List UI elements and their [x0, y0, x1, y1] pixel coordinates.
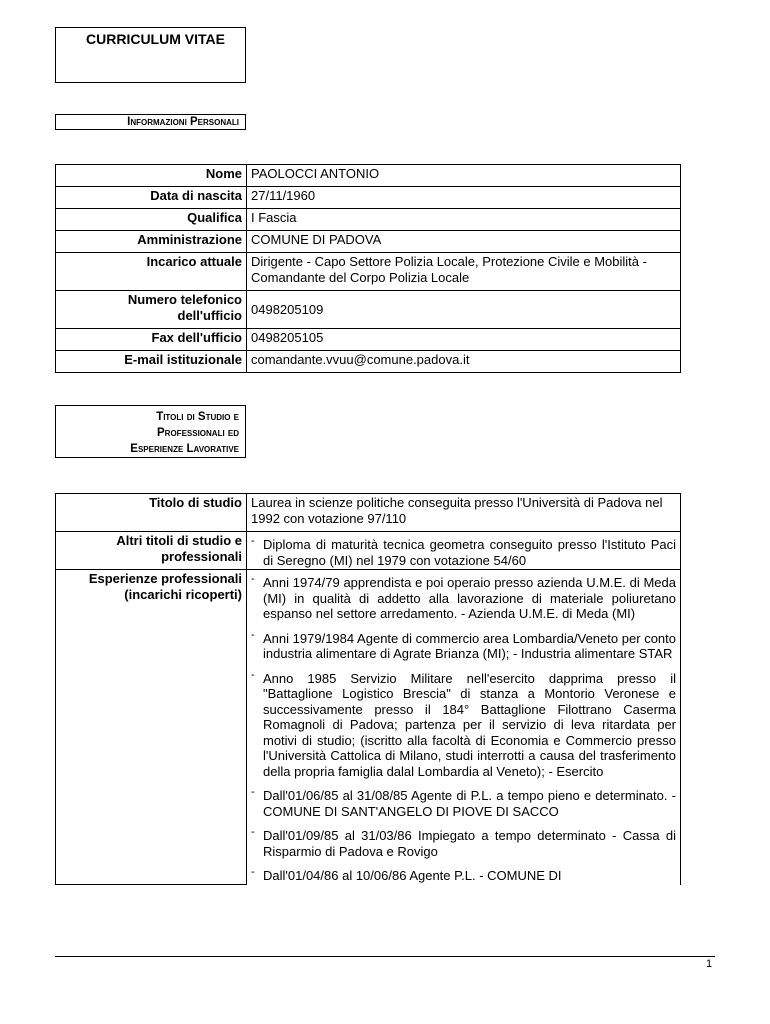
dash-bullet-icon: - [251, 866, 255, 878]
label-nome: Nome [56, 165, 247, 187]
row-fax [56, 329, 681, 351]
section-header-personal: Informazioni Personali [55, 114, 246, 130]
dash-bullet-icon: - [251, 668, 255, 681]
label-amministrazione: Amministrazione [56, 231, 247, 253]
label-fax: Fax dell'ufficio [56, 329, 247, 351]
dash-bullet-icon: - [251, 573, 255, 585]
value-amministrazione: COMUNE DI PADOVA [247, 231, 681, 253]
row-amministrazione [56, 231, 681, 253]
label-telefono: Numero telefonico dell'ufficio [56, 291, 247, 329]
list-item: - Dall'01/04/86 al 10/06/86 Agente P.L. - COMUNE DI [251, 866, 562, 883]
row-titolo-studio [56, 494, 681, 532]
page-number: 1 [706, 958, 713, 970]
dash-bullet-icon: - [251, 535, 255, 547]
value-esperienze [247, 570, 681, 885]
footer-divider [55, 956, 715, 957]
row-esperienze [56, 570, 681, 885]
altri-titoli-list [251, 537, 676, 568]
label-qualifica: Qualifica [56, 209, 247, 231]
label-esperienze: Esperienze professionali (incarichi ricoperti) [56, 570, 247, 885]
row-incarico [56, 253, 681, 291]
row-altri-titoli [56, 532, 681, 570]
list-item: - Anno 1985 Servizio Militare nell'esercito dapprima presso il "Battaglione Logistico Brescia" di stanza a Montorio Veronese e successivamente presso il 184° Battaglione Filottrano Caserma Romagnoli di Padova; partenza per il servizio di leva ritardata per motivi di studio; (iscritto alla facoltà di Economia e Commercio presso l'Università Cattolica di Milano, studi interrotti a causa del trasferimento della propria famiglia dalal Lombardia al Veneto); - Esercito [251, 668, 676, 779]
label-data-nascita: Data di nascita [56, 187, 247, 209]
label-altri-titoli: Altri titoli di studio e professionali [56, 532, 247, 570]
value-titolo-studio: Laurea in scienze politiche conseguita presso l'Università di Padova nel 1992 con votazione 97/110 [247, 494, 681, 532]
row-telefono [56, 291, 681, 329]
row-qualifica [56, 209, 681, 231]
document-title: CURRICULUM VITAE [86, 31, 225, 47]
value-altri-titoli [247, 532, 681, 570]
esperienze-list [251, 575, 676, 884]
row-email [56, 351, 681, 373]
personal-info-table [55, 164, 681, 373]
value-data-nascita: 27/11/1960 [247, 187, 681, 209]
list-item: - Anni 1979/1984 Agente di commercio area Lombardia/Veneto per conto industria alimentare di Agrate Brianza (MI); - Industria alimentare STAR [251, 628, 676, 661]
section-studies-line1: Titoli di Studio e [156, 411, 239, 423]
value-incarico: Dirigente - Capo Settore Polizia Locale, Protezione Civile e Mobilità - Comandante del Corpo Polizia Locale [247, 253, 681, 291]
list-item: - Dall'01/06/85 al 31/08/85 Agente di P.L. a tempo pieno e determinato. - COMUNE DI SANT'ANGELO DI PIOVE DI SACCO [251, 786, 676, 819]
value-fax: 0498205105 [247, 329, 681, 351]
dash-bullet-icon: - [251, 786, 255, 798]
section-studies-line3: Esperienze Lavorative [130, 443, 239, 455]
value-email: comandante.vvuu@comune.padova.it [247, 351, 681, 373]
dash-bullet-icon: - [251, 628, 255, 641]
row-nome [56, 165, 681, 187]
value-nome: PAOLOCCI ANTONIO [247, 165, 681, 187]
label-email: E-mail istituzionale [56, 351, 247, 373]
label-titolo-studio: Titolo di studio [56, 494, 247, 532]
dash-bullet-icon: - [251, 826, 255, 838]
row-data-nascita [56, 187, 681, 209]
label-incarico: Incarico attuale [56, 253, 247, 291]
studies-table [55, 493, 681, 885]
title-box [55, 27, 246, 83]
value-qualifica: I Fascia [247, 209, 681, 231]
value-telefono: 0498205109 [247, 291, 681, 329]
list-item: - Diploma di maturità tecnica geometra conseguito presso l'Istituto Paci di Seregno (MI) nel 1979 con votazione 54/60 [251, 535, 676, 568]
section-studies-line2: Professionali ed [157, 427, 239, 439]
list-item: - Anni 1974/79 apprendista e poi operaio presso azienda U.M.E. di Meda (MI) in qualità di addetto alla lavorazione di materiale poliuretano espanso nel settore arredamento. - Azienda U.M.E. di Meda (MI) [251, 573, 676, 621]
section-header-studies [55, 405, 246, 458]
list-item: - Dall'01/09/85 al 31/03/86 Impiegato a tempo determinato - Cassa di Risparmio di Padova e Rovigo [251, 826, 676, 859]
